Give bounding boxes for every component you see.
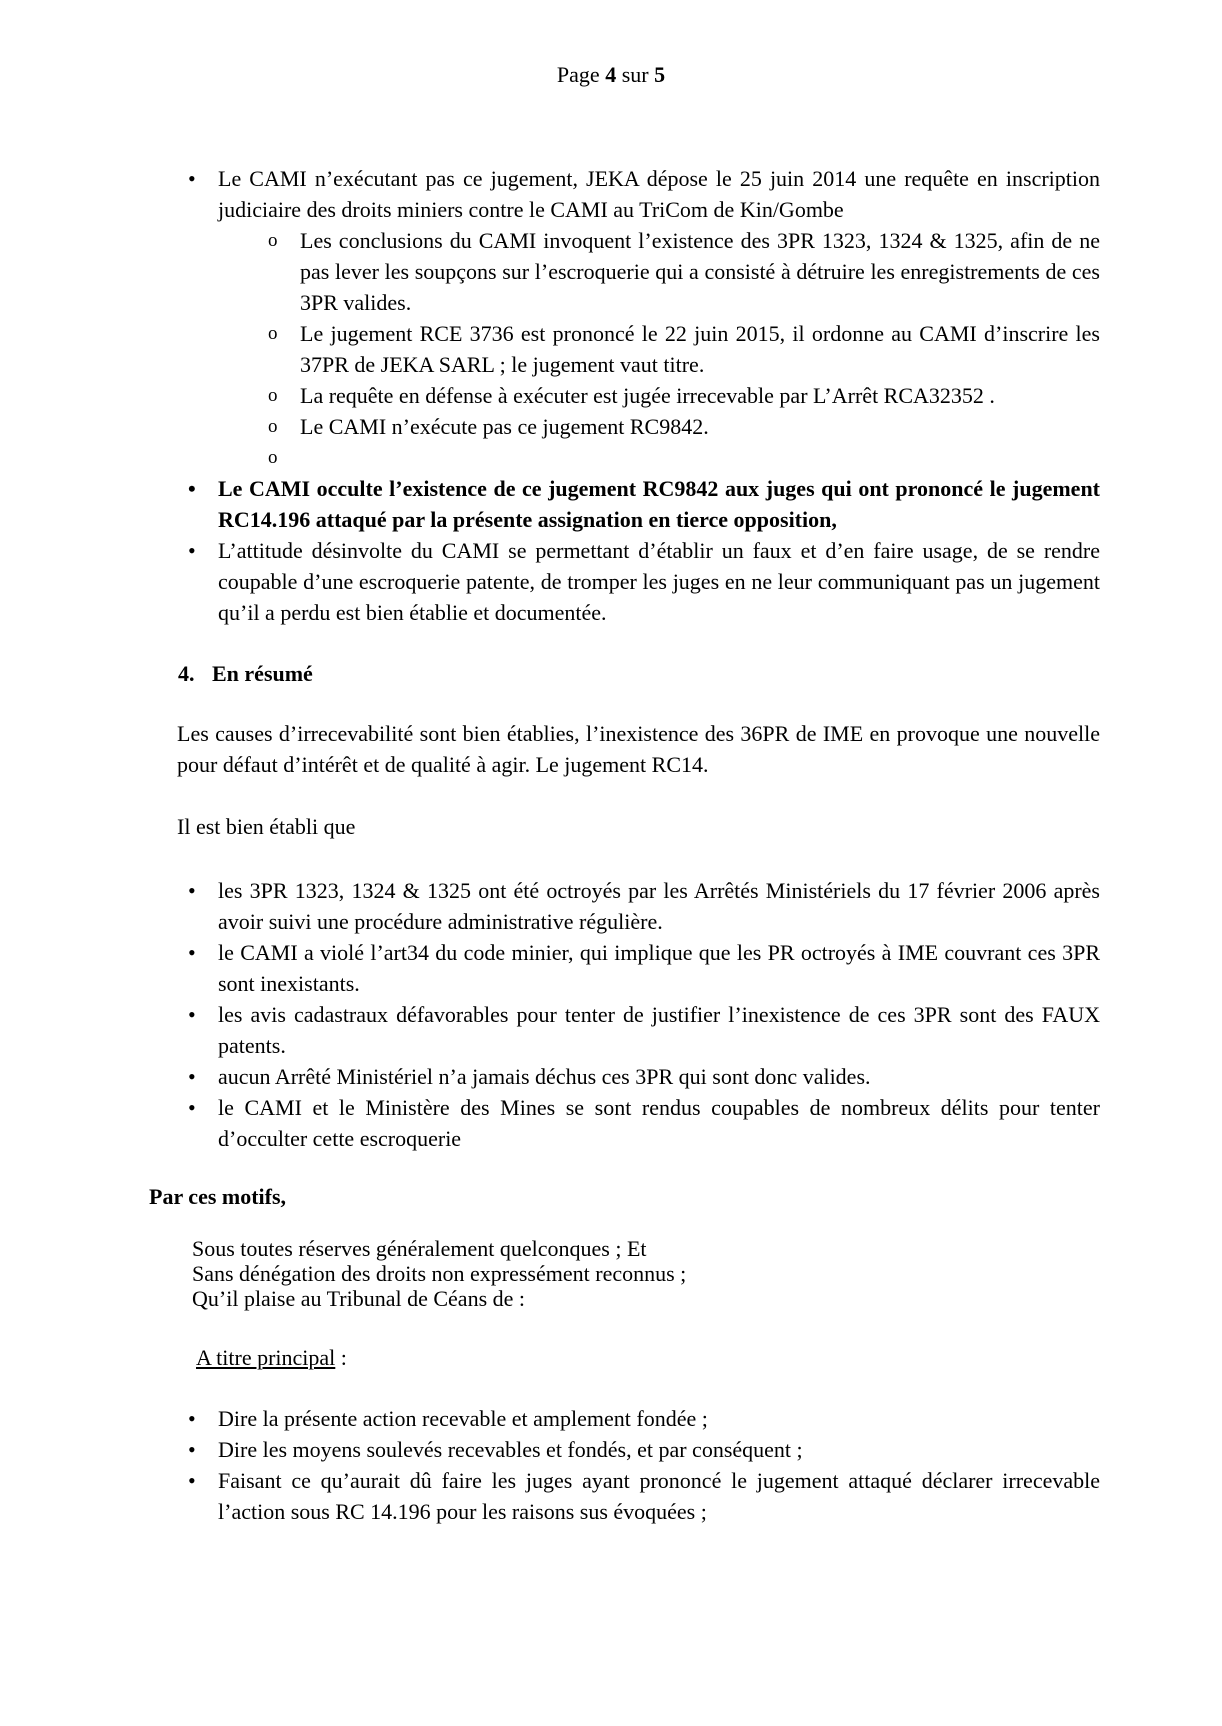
reserves-line: Sous toutes réserves généralement quelconques ; Et: [192, 1236, 647, 1261]
list-item-text: Dire les moyens soulevés recevables et fondés, et par conséquent ;: [218, 1437, 803, 1462]
bullet-icon: •: [188, 1095, 196, 1120]
list-item: [188, 1465, 1100, 1527]
sub-list-item-text: Le CAMI n’exécute pas ce jugement RC9842.: [300, 414, 709, 439]
reserves-line: Sans dénégation des droits non expressément reconnus ;: [192, 1261, 687, 1286]
list-item-text: Le CAMI occulte l’existence de ce jugement RC9842 aux juges qui ont prononcé le jugement RC14.196 attaqué par la présente assignation en tierce opposition,: [218, 476, 1100, 532]
bullet-icon: •: [188, 1437, 196, 1462]
list-item: [188, 1061, 1100, 1092]
bullet-icon: •: [188, 538, 196, 563]
list-item: [188, 1434, 1100, 1465]
circle-bullet-icon: o: [268, 230, 278, 251]
bullet-icon: •: [188, 940, 196, 965]
sub-list-item-text: Les conclusions du CAMI invoquent l’existence des 3PR 1323, 1324 & 1325, afin de ne pas lever les soupçons sur l’escroquerie qui a consisté à détruire les enregistrements de ces 3PR valides.: [300, 228, 1100, 315]
list-item-text: le CAMI a violé l’art34 du code minier, qui implique que les PR octroyés à IME couvrant ces 3PR sont inexistants.: [218, 940, 1100, 996]
list-item: [188, 163, 1100, 225]
bullet-icon: •: [188, 878, 196, 903]
principal-heading: [196, 1342, 1222, 1373]
sub-list-item: [268, 318, 1100, 380]
section-heading: [178, 658, 1222, 689]
list-item-text: aucun Arrêté Ministériel n’a jamais déchus ces 3PR qui sont donc valides.: [218, 1064, 871, 1089]
bullet-list-bottom: [0, 1403, 1222, 1527]
list-item: [188, 937, 1100, 999]
sub-list-item: [268, 225, 1100, 318]
list-item-bold: [188, 473, 1100, 535]
list-item-text: Dire la présente action recevable et amplement fondée ;: [218, 1406, 708, 1431]
page-header-separator: sur: [621, 62, 649, 87]
list-item-text: L’attitude désinvolte du CAMI se permettant d’établir un faux et d’en faire usage, de se rendre coupable d’une escroquerie patente, de tromper les juges en ne leur communiquant pas un jugement qu’il a perdu est bien établie et documentée.: [218, 538, 1100, 625]
list-item-text: Faisant ce qu’aurait dû faire les juges ayant prononcé le jugement attaqué déclarer irrecevable l’action sous RC 14.196 pour les raisons sus évoquées ;: [218, 1468, 1100, 1524]
list-item-text: le CAMI et le Ministère des Mines se sont rendus coupables de nombreux délits pour tenter d’occulter cette escroquerie: [218, 1095, 1100, 1151]
list-item: [188, 875, 1100, 937]
bullet-icon: •: [188, 1468, 196, 1493]
paragraph: Il est bien établi que: [177, 814, 356, 839]
circle-bullet-icon: o: [268, 447, 278, 468]
circle-bullet-icon: o: [268, 385, 278, 406]
motifs-heading: Par ces motifs,: [149, 1184, 287, 1209]
circle-bullet-icon: o: [268, 323, 278, 344]
principal-heading-suffix: :: [335, 1345, 347, 1370]
circle-bullet-icon: o: [268, 416, 278, 437]
list-item-text: Le CAMI n’exécutant pas ce jugement, JEKA dépose le 25 juin 2014 une requête en inscription judiciaire des droits miniers contre le CAMI au TriCom de Kin/Gombe: [218, 166, 1100, 222]
sub-list-item-text: La requête en défense à exécuter est jugée irrecevable par L’Arrêt RCA32352 .: [300, 383, 995, 408]
sub-list-item: [268, 411, 1100, 442]
section-title: En résumé: [212, 661, 313, 686]
reserves-line: Qu’il plaise au Tribunal de Céans de :: [192, 1286, 526, 1311]
page-header-label: Page: [556, 62, 600, 87]
sub-list-item-text: Le jugement RCE 3736 est prononcé le 22 juin 2015, il ordonne au CAMI d’inscrire les 37PR de JEKA SARL ; le jugement vaut titre.: [300, 321, 1100, 377]
principal-heading-underlined: A titre principal: [196, 1345, 336, 1370]
list-item-text: les 3PR 1323, 1324 & 1325 ont été octroyés par les Arrêtés Ministériels du 17 février 2006 après avoir suivi une procédure administrative régulière.: [218, 878, 1100, 934]
page-total: 5: [654, 62, 666, 87]
list-item: [188, 999, 1100, 1061]
list-item: [188, 1403, 1100, 1434]
bullet-icon: •: [188, 1406, 196, 1431]
bullet-icon: •: [188, 1064, 196, 1089]
page-header: [0, 60, 1222, 90]
sub-list-item-empty: [268, 442, 1100, 473]
page-number: 4: [605, 62, 617, 87]
list-item-text: les avis cadastraux défavorables pour tenter de justifier l’inexistence de ces 3PR sont des FAUX patents.: [218, 1002, 1100, 1058]
bullet-icon: •: [188, 476, 196, 501]
reserves-block: [192, 1236, 1222, 1311]
list-item: [188, 535, 1100, 628]
section-number: 4.: [178, 661, 195, 686]
sub-list-item: [268, 380, 1100, 411]
bullet-list-top: [0, 163, 1222, 628]
bullet-icon: •: [188, 1002, 196, 1027]
list-item: [188, 1092, 1100, 1154]
bullet-icon: •: [188, 166, 196, 191]
paragraph: Les causes d’irrecevabilité sont bien établies, l’inexistence des 36PR de IME en provoque une nouvelle pour défaut d’intérêt et de qualité à agir. Le jugement RC14.: [177, 721, 1100, 777]
bullet-list-middle: [0, 875, 1222, 1154]
